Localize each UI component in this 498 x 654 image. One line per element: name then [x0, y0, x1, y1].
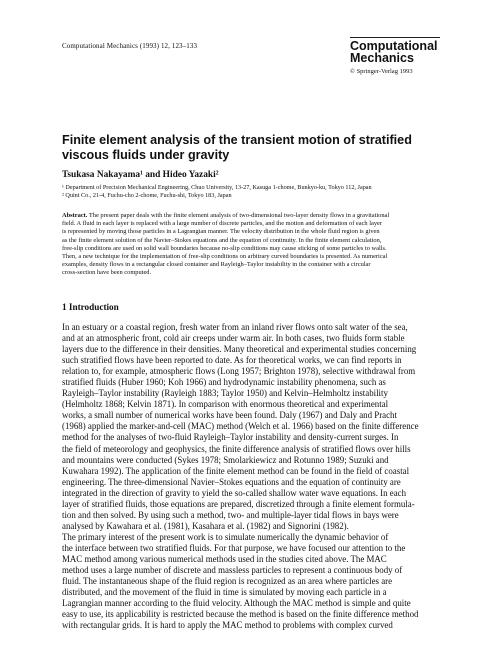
body-line: Rayleigh–Taylor instability (Rayleigh 1883; Taylor 1950) and Kelvin–Helmholtz instability: [62, 388, 388, 399]
body-line: tion and then solved. By using such a method, two- and multiple-layer tidal flows in bays were: [62, 509, 399, 520]
body-line: (1968) applied the marker-and-cell (MAC) method (Welch et al. 1966) based on the finite difference: [62, 421, 419, 432]
section-heading: 1 Introduction: [62, 302, 119, 312]
body-line: (Helmholtz 1868; Kelvin 1871). In comparison with enormous theoretical and experimental: [62, 399, 389, 410]
body-line: with rectangular grids. It is hard to apply the MAC method to problems with complex curved: [62, 620, 393, 631]
body-line: stratified fluids (Huber 1960; Koh 1966) and hydrodynamic instability phenomena, such as: [62, 377, 386, 388]
body-line: such stratified flows have been reported to date. As for theoretical works, we can find reports in: [62, 355, 402, 366]
abstract-line: cross-section have been computed.: [62, 269, 152, 277]
body-line: works, a small number of numerical works have been found. Daly (1967) and Daly and Pracht: [62, 410, 397, 421]
abstract-line: is represented by moving those particles in a Lagrangian manner. The velocity distribution in the whole fluid region is given: [62, 228, 380, 236]
affiliation-1: ¹ Department of Precision Mechanical Engineering, Chuo University, 13-27, Kasuga 1-chome, Bunkyo-ku, Tokyo 112, Japan: [62, 184, 372, 191]
body-line: and at an atmospheric front, cold air creeps under warm air. In both cases, two fluids form stable: [62, 333, 405, 344]
body-line: Lagrangian manner according to the fluid velocity. Although the MAC method is simple and quite: [62, 598, 411, 609]
brand-rule: [350, 37, 440, 38]
copyright-notice: © Springer-Verlag 1993: [350, 68, 413, 75]
body-line: engineering. The three-dimensional Navier–Stokes equations and the equation of continuity are: [62, 476, 401, 487]
abstract-line: field. A fluid in each layer is replaced with a large number of discrete particles, and the motion and deformation of each layer: [62, 220, 383, 228]
abstract-line: free-slip conditions are used on solid wall boundaries because no-slip conditions may cause sticking of some particles to walls.: [62, 244, 387, 252]
body-line: MAC method among various numerical methods used in the studies cited above. The MAC: [62, 553, 387, 564]
body-line: and mountains were conducted (Sykes 1978; Smolarkiewicz and Rotunno 1989; Suzuki and: [62, 454, 389, 465]
abstract-line: Then, a new technique for the implementation of free-slip conditions on arbitrary curved boundaries is presented. As numerical: [62, 253, 388, 261]
abstract: [62, 212, 440, 278]
body-line: analysed by Kawahara et al. (1981), Kasahara et al. (1982) and Signorini (1982).: [62, 520, 349, 531]
body-line: layer of stratified fluids, those equations are prepared, discretized through a finite element formula-: [62, 498, 415, 509]
body-line: the field of meteorology and geophysics, the finite difference analysis of stratified flows over hills: [62, 443, 411, 454]
affiliation-2: ² Quint Co., 21-4, Fuchu-cho 2-chome, Fuchu-shi, Tokyo 183, Japan: [62, 192, 232, 200]
abstract-text: The present paper deals with the finite element analysis of two-dimensional two-layer density flows in a gravitational: [87, 212, 390, 219]
body-line: method uses a large number of discrete and massless particles to represent a continuous body of: [62, 565, 403, 576]
body-line: fluid. The instantaneous shape of the fluid region is recognized as an area where particles are: [62, 576, 393, 587]
abstract-line: [62, 212, 440, 220]
paper-title: Finite element analysis of the transient motion of stratified viscous fluids under gravity: [62, 133, 412, 162]
journal-brand: [350, 37, 440, 75]
abstract-line: as the finite element solution of the Navier–Stokes equations and the equation of continuity. In the finite element calculation,: [62, 236, 382, 244]
body-text: [62, 322, 442, 631]
body-line: layers due to the difference in their densities. Many theoretical and experimental studies concerning: [62, 344, 417, 355]
body-line: relation to, for example, atmospheric flows (Long 1957; Brighton 1978), selective withdrawal from: [62, 366, 416, 377]
body-line: The primary interest of the present work is to simulate numerically the dynamic behavior of: [62, 531, 389, 542]
body-line: the interface between two stratified fluids. For that purpose, we have focused our attention to the: [62, 542, 406, 553]
body-line: easy to use, its applicability is restricted because the method is based on the finite difference method: [62, 609, 419, 620]
body-line: Kuwahara 1992). The application of the finite element method can be found in the field of coastal: [62, 465, 410, 476]
body-line: integrated in the direction of gravity to yield the so-called shallow water wave equations. In each: [62, 487, 407, 498]
body-line: method for the analyses of two-fluid Rayleigh–Taylor instability and density-current surges. In: [62, 432, 399, 443]
author-list: Tsukasa Nakayama¹ and Hideo Yazaki²: [62, 170, 219, 180]
journal-citation: Computational Mechanics (1993) 12, 123–133: [62, 42, 198, 50]
abstract-line: examples, density flows in a rectangular closed container and Rayleigh–Taylor instability in the container with a circular: [62, 261, 371, 269]
affiliations: [62, 184, 442, 201]
body-line: In an estuary or a coastal region, fresh water from an inland river flows onto salt water of the sea,: [62, 322, 408, 332]
body-line: distributed, and the movement of the fluid in time is simulated by moving each particle in a: [62, 587, 387, 598]
abstract-label: Abstract.: [62, 212, 88, 219]
journal-name: Computational Mechanics: [350, 39, 438, 65]
